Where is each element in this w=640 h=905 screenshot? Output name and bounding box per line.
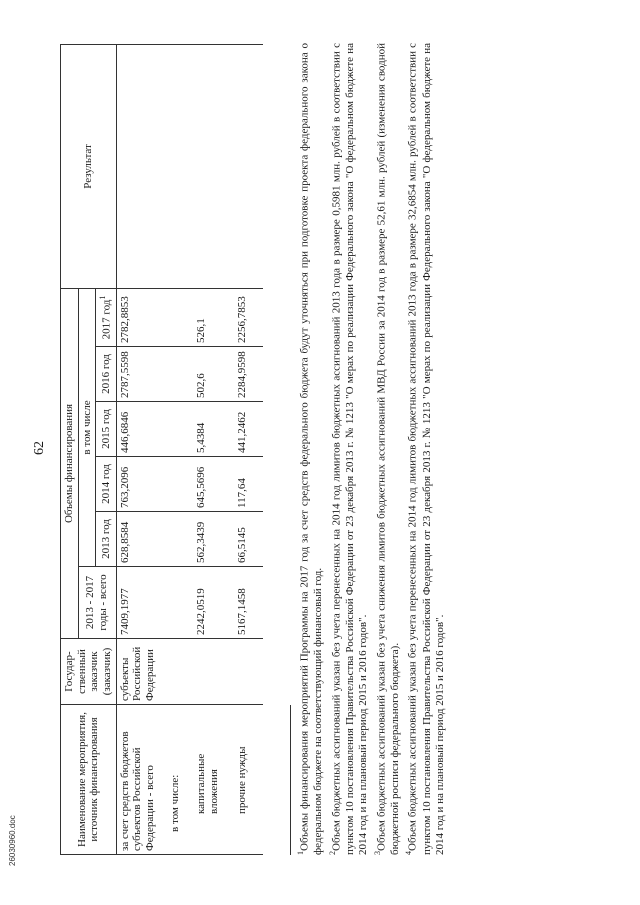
row-total: 5167,1458 [222, 567, 263, 639]
row-2017: 526,1 [183, 288, 222, 346]
header-year-2017: 2017 год$^1$ [96, 288, 116, 346]
header-year-2015: 2015 год [96, 402, 116, 457]
row-2013: 66,5145 [222, 512, 263, 567]
footnote-3: $^3$Объем бюджетных ассигнований указан без учета снижения лимитов бюджетных ассигнований МВД России за 2014 год в размере 52,61 млн. рублей (изменения сводной бюджетной росписи федерального бюджета). [372, 43, 401, 855]
row-2015: 446,6846 [116, 402, 158, 457]
footnote-4: $^4$Объем бюджетных ассигнований указан без учета перенесенных на 2014 год лимитов бюджетных ассигнований 2013 года в размере 32,6854 млн. рублей в соответствии с пунктом 10 постановления Правительства Российской Федерации от 23 декабря 2013 г. № 1213 "О мерах по реализации Федерального закона "О федеральном бюджете на 2014 год и на плановый период 2015 и 2016 годов". [404, 43, 447, 855]
header-funding-group: Объемы финансирования [61, 288, 79, 638]
row-2015: 441,2462 [222, 402, 263, 457]
row-2016: 2787,5598 [116, 347, 158, 402]
header-including: в том числе [78, 288, 96, 566]
row-result [183, 44, 222, 288]
row-result [116, 44, 158, 288]
row-result [222, 44, 263, 288]
footnote-mark: 1 [98, 295, 108, 300]
header-result-column: Результат [61, 44, 117, 288]
header-name-column: Наименование мероприятия, источник финансирования [61, 705, 117, 855]
row-2016: 502,6 [183, 347, 222, 402]
row-customer: субъекты Российской Федерации [116, 639, 158, 705]
row-name: капитальные вложения [183, 705, 222, 855]
row-2017: 2782,8853 [116, 288, 158, 346]
row-2014: 763,2096 [116, 457, 158, 512]
row-customer [183, 639, 222, 705]
row-2014: 645,5696 [183, 457, 222, 512]
row-2016: 2284,9598 [222, 347, 263, 402]
document-id: 26030960.doc [8, 815, 17, 866]
footnote-separator [290, 705, 291, 855]
funding-table [60, 44, 263, 855]
header-total-column: 2013 - 2017 годы - всего [78, 567, 116, 639]
row-total: 2242,0519 [183, 567, 222, 639]
row-name: в том числе: [159, 705, 184, 855]
rotated-landscape-content [32, 35, 592, 855]
table-row [183, 44, 222, 854]
row-name: прочие нужды [222, 705, 263, 855]
footnotes [294, 43, 448, 855]
header-year-2013: 2013 год [96, 512, 116, 567]
footnote-1: $^1$Объемы финансирования мероприятий Программы на 2017 год за счет средств федерального бюджета будут уточняться при подготовке проекта федерального закона о федеральном бюджете на соответствующий финансовый год. [296, 43, 325, 855]
table-row [159, 44, 184, 854]
header-year-2014: 2014 год [96, 457, 116, 512]
row-2014: 117,64 [222, 457, 263, 512]
row-2013: 628,8584 [116, 512, 158, 567]
table-row [222, 44, 263, 854]
table-row [116, 44, 158, 854]
footnote-2: $^2$Объем бюджетных ассигнований указан без учета перенесенных на 2014 год лимитов бюджетных ассигнований 2013 года в размере 0,5981 млн. рублей в соответствии с пунктом 10 постановления Правительства Российской Федерации от 23 декабря 2013 г. № 1213 "О мерах по реализации Федерального закона "О федеральном бюджете на 2014 год и на плановый период 2015 и 2016 годов". [327, 43, 370, 855]
row-customer [222, 639, 263, 705]
header-customer-column: Государ-ственный заказчик (заказчик) [61, 639, 117, 705]
page-number: 62 [32, 441, 47, 455]
row-2013: 562,3439 [183, 512, 222, 567]
row-name: за счет средств бюджетов субъектов Российской Федерации - всего [116, 705, 158, 855]
header-year-2016: 2016 год [96, 347, 116, 402]
row-2015: 5,4384 [183, 402, 222, 457]
row-total: 7409,1977 [116, 567, 158, 639]
row-2017: 2256,7853 [222, 288, 263, 346]
